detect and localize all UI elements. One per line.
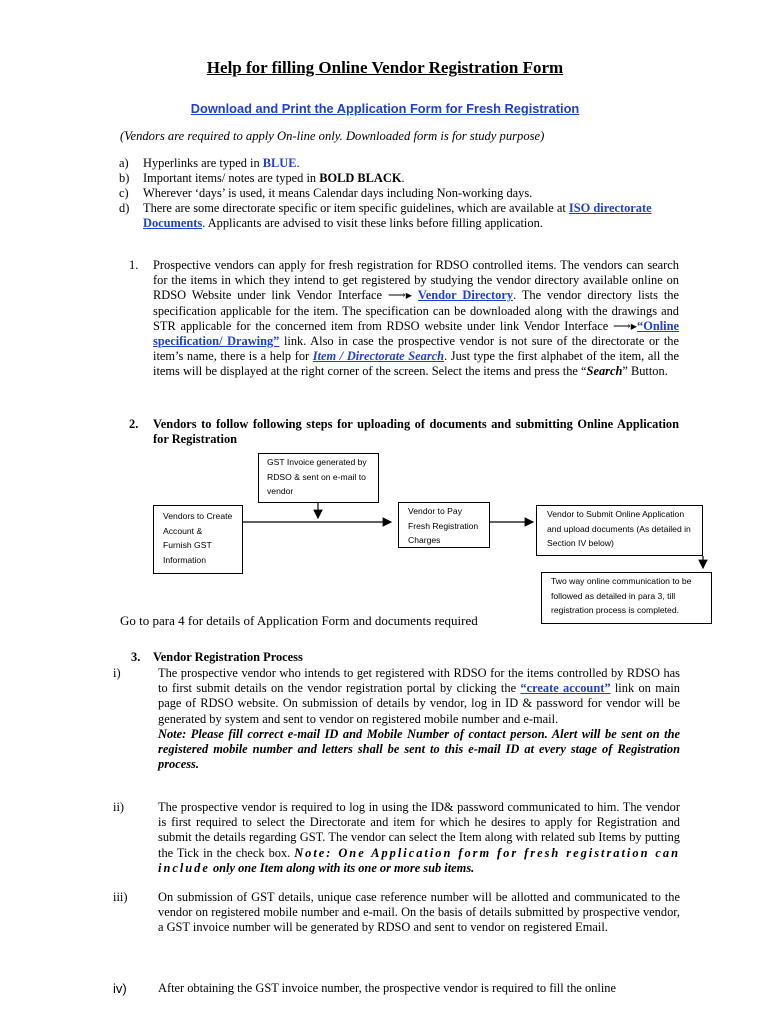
subitem-i-text-1: The prospective vendor who intends to get registered with RDSO for the items controlled by RDSO has to first submit details on the vendor registration portal by clicking the [158, 666, 680, 696]
list-item-a-text: Hyperlinks are typed in [143, 156, 263, 170]
create-account-link[interactable]: “create account” [520, 681, 611, 696]
section-1-text-3: link. Also in case the prospective vendor is not sure of the directorate or the item’s name, there is a help for [153, 334, 679, 364]
subitem-i-paragraph [158, 666, 680, 772]
flow-box-gst-invoice: GST Invoice generated by RDSO & sent on e-mail to vendor [258, 453, 379, 503]
list-item-a-end: . [296, 156, 300, 170]
subitem-iv-paragraph: After obtaining the GST invoice number, the prospective vendor is required to fill the online [158, 981, 616, 995]
page-title: Help for filling Online Vendor Registration Form [206, 58, 564, 77]
subitem-iv-marker: iv) [113, 981, 127, 996]
list-item-d-text: There are some directorate specific or item specific guidelines, which are available at [143, 201, 569, 215]
subitem-ii-note: Note: One Application form for fresh registration can include [158, 845, 680, 875]
subitem-ii-paragraph [158, 800, 680, 876]
flow-box-submit-application: Vendor to Submit Online Application and upload documents (As detailed in Section IV below) [536, 505, 703, 556]
flow-box-two-way-communication: Two way online communication to be followed as detailed in para 3, till registration process is completed. [541, 572, 712, 624]
section-1-text-1: Prospective vendors can apply for fresh registration for RDSO controlled items. The vendors can search for the items in which they intend to get registered by studying the vendor directory available online on RDSO Website under link Vendor Interface [153, 258, 679, 303]
subitem-iii-marker: iii) [113, 890, 128, 904]
list-marker-b: b) [119, 171, 130, 185]
search-keyword: Search [586, 364, 623, 379]
subitem-iii-paragraph: On submission of GST details, unique case reference number will be allotted and communicated to the vendor on registered mobile number and e-mail. On the basis of details submitted by prospective vendor, a GST invoice number will be generated by RDSO and sent to vendor on registered Email. [158, 890, 680, 935]
bold-keyword: BOLD BLACK [319, 171, 402, 185]
item-directorate-search-link[interactable]: Item / Directorate Search [312, 349, 445, 364]
subitem-ii-text: The prospective vendor is required to log in using the ID& password communicated to him. The vendor is first required to select the Directorate and item for which he desires to apply for Registration and submit the details regarding GST. The vendor can select the Item along with related sub Items by putting the Tick in the check box. [158, 800, 680, 860]
list-item-c: Wherever ‘days’ is used, it means Calendar days including Non-working days. [143, 186, 533, 200]
section-1-text-4: . Just type the first alphabet of the item, all the items will be displayed at the right corner of the screen. Select the items and press the “ [153, 349, 680, 379]
subitem-i-note: Note: Please fill correct e-mail ID and Mobile Number of contact person. Alert will be sent on the registered mobile number and letters shall be sent to this e-mail ID at every stage of Registration process. [158, 726, 680, 772]
intro-note: (Vendors are required to apply On-line only. Downloaded form is for study purpose) [120, 129, 545, 143]
section-1-text-5: ” Button. [622, 364, 668, 379]
vendor-directory-link[interactable]: Vendor Directory [417, 288, 514, 303]
flow-box-create-account: Vendors to Create Account & Furnish GST Information [153, 505, 243, 574]
arrow-icon: ⟶▸ [613, 318, 637, 333]
blue-keyword: BLUE [262, 156, 297, 170]
iso-directorate-link[interactable]: ISO directorate Documents [143, 201, 652, 230]
list-item-d-end: . Applicants are advised to visit these links before filling application. [202, 216, 543, 230]
arrow-icon: ⟶▸ [387, 288, 412, 303]
section-3-heading: Vendor Registration Process [153, 650, 303, 664]
section-2-number: 2. [129, 417, 139, 431]
section-2-heading: Vendors to follow following steps for uploading of documents and submitting Online Application for Registration [153, 417, 679, 447]
download-form-link[interactable]: Download and Print the Application Form for Fresh Registration [190, 101, 580, 116]
list-marker-c: c) [119, 186, 129, 200]
list-item-b-text: Important items/ notes are typed in [143, 171, 320, 185]
subitem-ii-marker: ii) [113, 800, 125, 814]
list-item-b-end: . [401, 171, 405, 185]
section-3-number: 3. [131, 650, 141, 664]
online-specification-link[interactable]: “Online specification/ Drawing” [153, 318, 679, 349]
list-marker-a: a) [119, 156, 129, 170]
goto-para-4-note: Go to para 4 for details of Application Form and documents required [120, 613, 478, 628]
list-marker-d: d) [119, 201, 130, 215]
section-1-text-2: . The vendor directory lists the specification applicable for the item. The specification can be downloaded along with the drawings and STR applicable for the concerned item from RDSO website under link Vendor Interface [153, 288, 680, 333]
flow-box-pay-charges: Vendor to Pay Fresh Registration Charges [398, 502, 490, 548]
subitem-ii-note-tail: only one Item along with its one or more sub items. [209, 860, 475, 875]
subitem-i-text-2: link on main page of RDSO website. On submission of details by vendor, log in ID & password for vendor will be generated by system and sent to vendor on registered mobile number and e-mail. [158, 681, 680, 726]
section-1-number: 1. [129, 258, 139, 272]
subitem-i-marker: i) [113, 666, 121, 680]
